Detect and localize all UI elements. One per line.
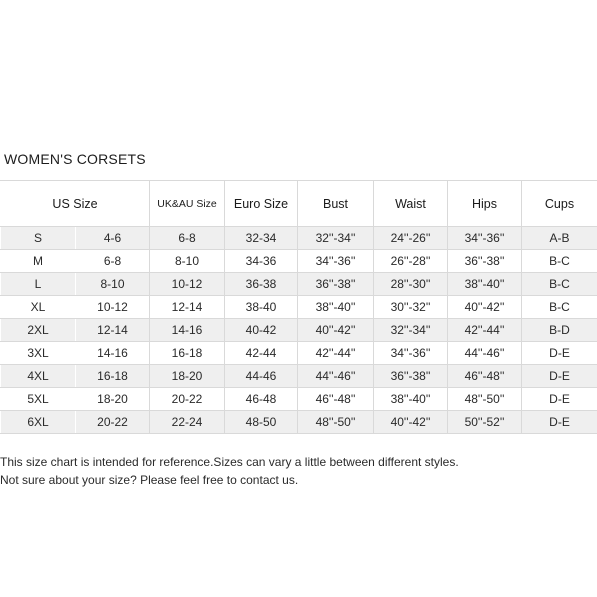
header-ukau-size: UK&AU Size xyxy=(150,181,225,227)
euro-size-cell: 48-50 xyxy=(225,411,298,434)
table-row xyxy=(1,273,597,296)
bust-cell: 46''-48'' xyxy=(298,388,374,411)
header-hips: Hips xyxy=(448,181,522,227)
euro-size-cell: 32-34 xyxy=(225,227,298,250)
us-size-cell: 16-18 xyxy=(76,365,150,388)
bust-cell: 36''-38'' xyxy=(298,273,374,296)
size-label-cell: L xyxy=(1,273,76,296)
header-row xyxy=(1,181,597,227)
bust-cell: 34''-36'' xyxy=(298,250,374,273)
ukau-size-cell: 8-10 xyxy=(150,250,225,273)
waist-cell: 26''-28'' xyxy=(374,250,448,273)
hips-cell: 42''-44'' xyxy=(448,319,522,342)
bust-cell: 42''-44'' xyxy=(298,342,374,365)
size-label-cell: 5XL xyxy=(1,388,76,411)
reference-note: This size chart is intended for reference.Sizes can vary a little between different styles. xyxy=(0,455,459,469)
table-row xyxy=(1,296,597,319)
us-size-cell: 14-16 xyxy=(76,342,150,365)
size-label-cell: 6XL xyxy=(1,411,76,434)
waist-cell: 40''-42'' xyxy=(374,411,448,434)
us-size-cell: 18-20 xyxy=(76,388,150,411)
ukau-size-cell: 16-18 xyxy=(150,342,225,365)
ukau-size-cell: 22-24 xyxy=(150,411,225,434)
waist-cell: 36''-38'' xyxy=(374,365,448,388)
us-size-cell: 12-14 xyxy=(76,319,150,342)
waist-cell: 24''-26'' xyxy=(374,227,448,250)
header-waist: Waist xyxy=(374,181,448,227)
us-size-cell: 8-10 xyxy=(76,273,150,296)
euro-size-cell: 40-42 xyxy=(225,319,298,342)
us-size-cell: 20-22 xyxy=(76,411,150,434)
euro-size-cell: 46-48 xyxy=(225,388,298,411)
us-size-cell: 6-8 xyxy=(76,250,150,273)
table-row xyxy=(1,365,597,388)
chart-title: WOMEN'S CORSETS xyxy=(4,151,146,167)
cups-cell: B-C xyxy=(522,296,597,319)
table-row xyxy=(1,319,597,342)
waist-cell: 30''-32'' xyxy=(374,296,448,319)
size-label-cell: XL xyxy=(1,296,76,319)
contact-note: Not sure about your size? Please feel free to contact us. xyxy=(0,473,299,487)
cups-cell: D-E xyxy=(522,411,597,434)
euro-size-cell: 38-40 xyxy=(225,296,298,319)
ukau-size-cell: 14-16 xyxy=(150,319,225,342)
header-bust: Bust xyxy=(298,181,374,227)
euro-size-cell: 44-46 xyxy=(225,365,298,388)
euro-size-cell: 42-44 xyxy=(225,342,298,365)
header-euro-size: Euro Size xyxy=(225,181,298,227)
cups-cell: D-E xyxy=(522,388,597,411)
hips-cell: 36''-38'' xyxy=(448,250,522,273)
euro-size-cell: 36-38 xyxy=(225,273,298,296)
size-chart-table xyxy=(0,180,597,434)
cups-cell: D-E xyxy=(522,365,597,388)
bust-cell: 32''-34'' xyxy=(298,227,374,250)
cups-cell: B-C xyxy=(522,273,597,296)
us-size-cell: 4-6 xyxy=(76,227,150,250)
waist-cell: 34''-36'' xyxy=(374,342,448,365)
ukau-size-cell: 12-14 xyxy=(150,296,225,319)
size-label-cell: 4XL xyxy=(1,365,76,388)
cups-cell: B-D xyxy=(522,319,597,342)
cups-cell: B-C xyxy=(522,250,597,273)
ukau-size-cell: 18-20 xyxy=(150,365,225,388)
size-label-cell: 2XL xyxy=(1,319,76,342)
hips-cell: 34''-36'' xyxy=(448,227,522,250)
cups-cell: A-B xyxy=(522,227,597,250)
size-label-cell: S xyxy=(1,227,76,250)
hips-cell: 50''-52'' xyxy=(448,411,522,434)
table-row xyxy=(1,411,597,434)
hips-cell: 48''-50'' xyxy=(448,388,522,411)
size-label-cell: 3XL xyxy=(1,342,76,365)
waist-cell: 32''-34'' xyxy=(374,319,448,342)
header-cups: Cups xyxy=(522,181,597,227)
bust-cell: 40''-42'' xyxy=(298,319,374,342)
hips-cell: 40''-42'' xyxy=(448,296,522,319)
table-row xyxy=(1,342,597,365)
bust-cell: 38''-40'' xyxy=(298,296,374,319)
bust-cell: 48''-50'' xyxy=(298,411,374,434)
hips-cell: 46''-48'' xyxy=(448,365,522,388)
us-size-cell: 10-12 xyxy=(76,296,150,319)
table-row xyxy=(1,388,597,411)
ukau-size-cell: 20-22 xyxy=(150,388,225,411)
ukau-size-cell: 10-12 xyxy=(150,273,225,296)
table-row xyxy=(1,250,597,273)
header-us-size: US Size xyxy=(1,181,150,227)
bust-cell: 44''-46'' xyxy=(298,365,374,388)
waist-cell: 28''-30'' xyxy=(374,273,448,296)
hips-cell: 44''-46'' xyxy=(448,342,522,365)
waist-cell: 38''-40'' xyxy=(374,388,448,411)
cups-cell: D-E xyxy=(522,342,597,365)
table-row xyxy=(1,227,597,250)
size-label-cell: M xyxy=(1,250,76,273)
hips-cell: 38''-40'' xyxy=(448,273,522,296)
ukau-size-cell: 6-8 xyxy=(150,227,225,250)
euro-size-cell: 34-36 xyxy=(225,250,298,273)
